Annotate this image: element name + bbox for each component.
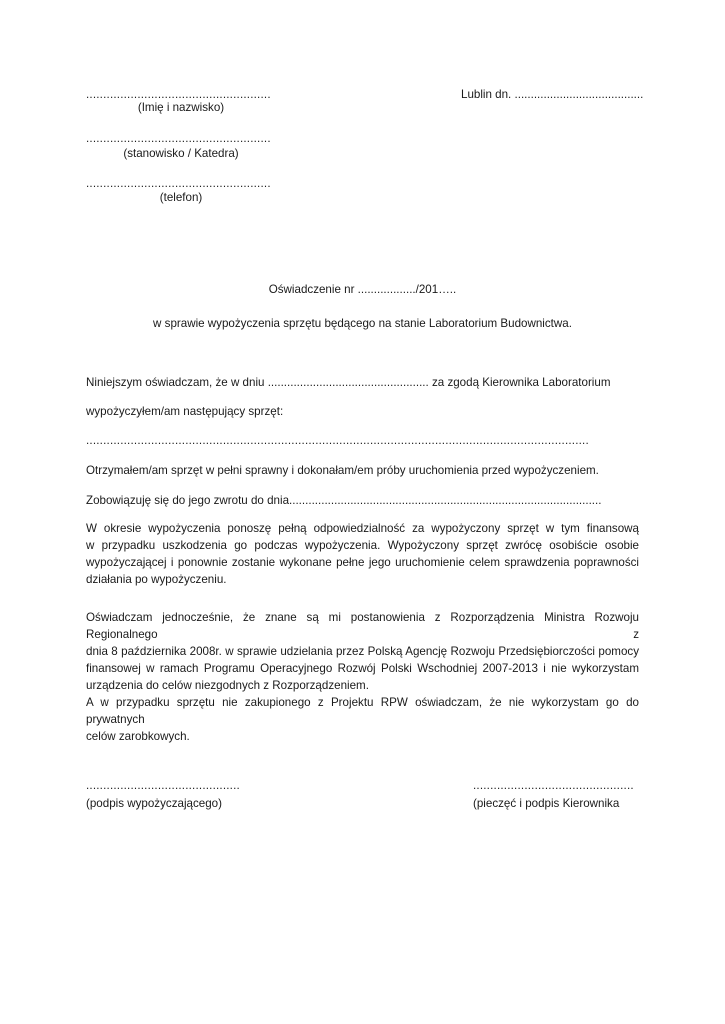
- declaration-line-borrowed: wypożyczyłem/am następujący sprzęt:: [86, 405, 284, 418]
- borrower-signature-dots[interactable]: .............................................: [86, 779, 240, 792]
- position-dots[interactable]: ......................................................: [86, 132, 271, 145]
- paragraph-line: dnia 8 października 2008r. w sprawie udzielania przez Polską Agencję Rozwoju Przedsiębiorczości pomocy: [86, 645, 639, 658]
- declaration-line-condition: Otrzymałem/am sprzęt w pełni sprawny i dokonałam/em próby uruchomienia przed wypożyczeniem.: [86, 464, 599, 477]
- paragraph-line: Oświadczam jednocześnie, że znane są mi postanowienia z Rozporządzenia Ministra Rozwoju Regionalnego z: [86, 611, 639, 641]
- document-subject: w sprawie wypożyczenia sprzętu będącego na stanie Laboratorium Budownictwa.: [153, 317, 572, 330]
- declaration-line-return: Zobowiązuję się do jego zwrotu do dnia.................................................................................................: [86, 494, 602, 507]
- paragraph-line: W okresie wypożyczenia ponoszę pełną odpowiedzialność za wypożyczony sprzęt w tym finansową: [86, 522, 639, 535]
- borrower-signature-label: (podpis wypożyczającego): [86, 797, 222, 810]
- paragraph-line: działania po wypożyczeniu.: [86, 573, 227, 586]
- city-date[interactable]: Lublin dn. ........................................: [461, 88, 644, 101]
- phone-dots[interactable]: ......................................................: [86, 177, 271, 190]
- paragraph-line: wypożyczającej i ponownie zostanie wykonane pełne jego uruchomienie celem sprawdzenia poprawności: [86, 556, 639, 569]
- responsibility-paragraph: [86, 520, 639, 588]
- position-label: (stanowisko / Katedra): [123, 147, 239, 160]
- phone-label: (telefon): [159, 191, 203, 204]
- name-label: (Imię i nazwisko): [137, 101, 225, 114]
- paragraph-line: finansowej w ramach Programu Operacyjnego Rozwój Polski Wschodniej 2007-2013 i nie wykorzystam: [86, 662, 639, 675]
- manager-signature-label: (pieczęć i podpis Kierownika: [473, 797, 620, 810]
- paragraph-line: w przypadku uszkodzenia go podczas wypożyczenia. Wypożyczony sprzęt zwrócę osobiście osobie: [86, 539, 639, 552]
- regulation-paragraph: [86, 609, 639, 745]
- name-dots[interactable]: ......................................................: [86, 88, 271, 101]
- declaration-line-date: Niniejszym oświadczam, że w dniu .................................................. za zgodą Kierownika Laboratorium: [86, 376, 611, 389]
- paragraph-line: urządzenia do celów niezgodnych z Rozporządzeniem.: [86, 679, 369, 692]
- document-title: Oświadczenie nr ................../201…..: [268, 283, 457, 296]
- manager-signature-dots[interactable]: ...............................................: [473, 779, 634, 792]
- paragraph-line: A w przypadku sprzętu nie zakupionego z Projektu RPW oświadczam, że nie wykorzystam go do prywatnych: [86, 696, 639, 726]
- equipment-dots[interactable]: ...................................................................................................................................................: [86, 434, 589, 447]
- paragraph-line: celów zarobkowych.: [86, 730, 190, 743]
